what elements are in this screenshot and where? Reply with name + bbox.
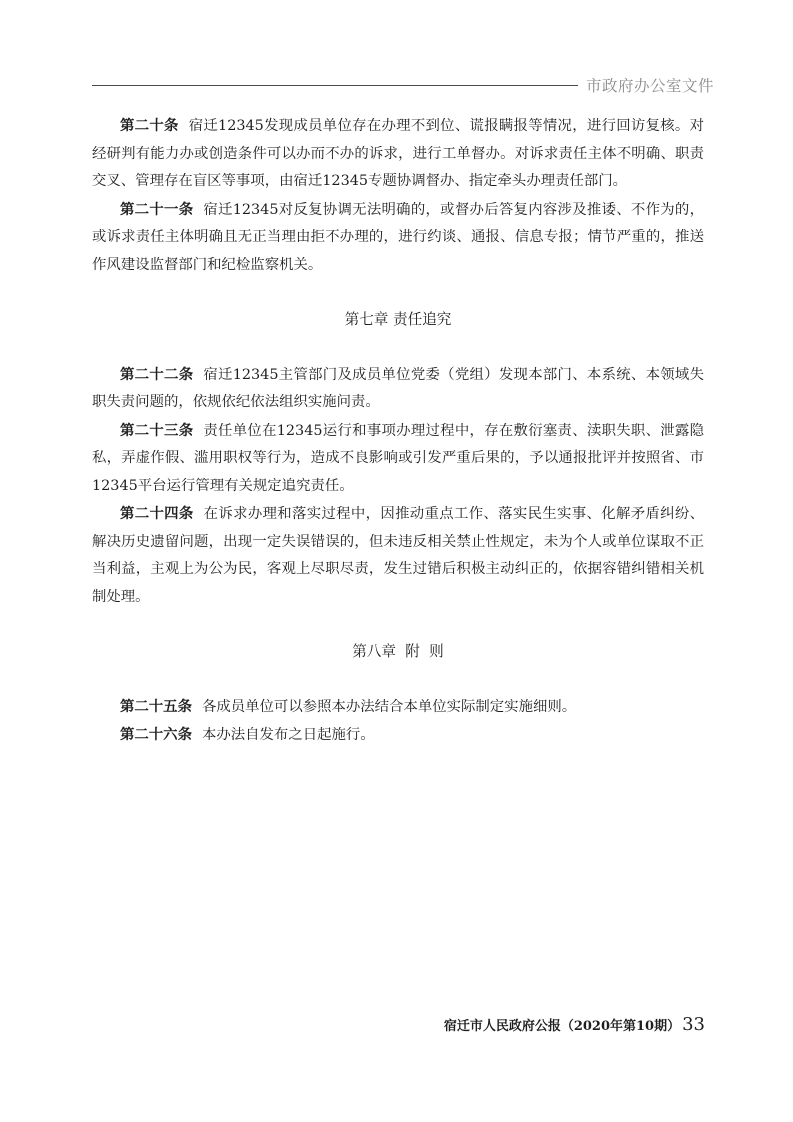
publication-name: 宿迁市人民政府公报（2020年第10期）: [443, 1019, 681, 1034]
article-24: [92, 500, 704, 611]
article-text: 在诉求办理和落实过程中，因推动重点工作、落实民生实事、化解矛盾纠纷、解决历史遗留问题，出现一定失误错误的，但未违反相关禁止性规定，未为个人或单位谋取不正当利益，主观上为公为民，客观上尽职尽责，发生过错后积极主动纠正的，依据容错纠错相关机制处理。: [92, 506, 704, 605]
article-number: 第二十二条: [120, 365, 194, 383]
article-number: 第二十四条: [120, 505, 194, 522]
article-22: [92, 361, 704, 417]
article-20: [92, 112, 704, 196]
article-text: 宿迁12345发现成员单位存在办理不到位、谎报瞒报等情况，进行回访复核。对经研判有能力办或创造条件可以办而不办的诉求，进行工单督办。对诉求责任主体不明确、职责交叉、管理存在盲区等事项，由宿迁12345专题协调督办、指定牵头办理责任部门。: [92, 118, 704, 189]
chapter-heading: 第七章 责任追究: [344, 311, 452, 328]
article-text: 责任单位在12345运行和事项办理过程中，存在敷衍塞责、渎职失职、泄露隐私，弄虚作假、滥用职权等行为，造成不良影响或引发严重后果的，予以通报批评并按照省、市12345平台运行管理有关规定追究责任。: [92, 422, 704, 494]
article-21: [92, 196, 704, 280]
header-label: 市政府办公室文件: [586, 77, 715, 95]
article-number: 第二十五条: [120, 697, 192, 715]
article-number: 第二十条: [120, 117, 179, 134]
chapter-heading: 第八章 附 则: [352, 643, 444, 660]
document-body: [92, 112, 704, 750]
article-text: 各成员单位可以参照本办法结合本单位实际制定实施细则。: [201, 698, 577, 715]
article-number: 第二十六条: [120, 726, 192, 743]
article-25: [92, 693, 704, 722]
article-text: 宿迁12345主管部门及成员单位党委（党组）发现本部门、本系统、本领域失职失责问题的，依规依纪依法组织实施问责。: [92, 366, 704, 410]
article-number: 第二十一条: [120, 200, 194, 218]
page-number: 33: [682, 1014, 705, 1035]
article-text: 宿迁12345对反复协调无法明确的，或督办后答复内容涉及推诿、不作为的，或诉求责任主体明确且无正当理由拒不办理的，进行约谈、通报、信息专报；情节严重的，推送作风建设监督部门和纪检监察机关。: [92, 201, 704, 273]
article-text: 本办法自发布之日起施行。: [201, 727, 375, 743]
article-number: 第二十三条: [120, 421, 194, 439]
footer: [444, 1014, 705, 1035]
article-23: [92, 417, 704, 501]
header-rule: [92, 85, 578, 86]
article-26: [92, 721, 704, 750]
